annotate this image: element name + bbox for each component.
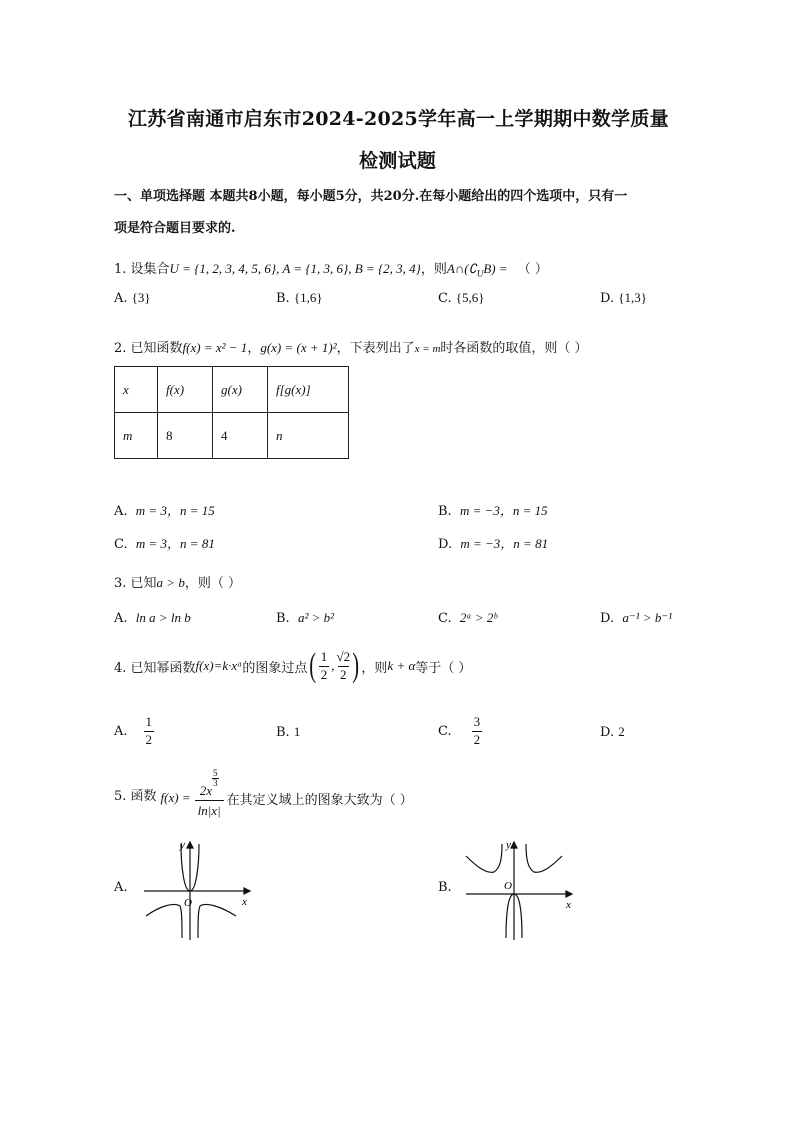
table-cell: 4	[213, 413, 268, 459]
option-value: 1	[293, 724, 301, 739]
option-value: m = 3，n = 15	[135, 503, 215, 518]
option-label: B.	[276, 291, 290, 306]
option-label: D.	[600, 291, 615, 306]
q4-stem2: 的图象过点	[242, 660, 308, 676]
q2-option-a[interactable]	[114, 500, 215, 519]
section-heading: 一、单项选择题 本题共8小题，每小题5分，共20分.在每小题给出的四个选项中，只有一	[114, 189, 628, 204]
q3-cond: a > b	[156, 575, 185, 590]
q1-option-a[interactable]	[114, 290, 151, 306]
q1-expr-sub: U	[476, 268, 484, 279]
q1-stem2: ，则	[420, 262, 447, 277]
q3-option-d[interactable]	[600, 610, 672, 626]
q4-option-c[interactable]	[438, 711, 482, 751]
option-value: a² > b²	[297, 610, 335, 625]
q5-stem2: 在其定义域上的图象大致为（ ）	[226, 792, 413, 808]
option-label: B.	[438, 880, 452, 895]
q1-expr-end: B) =	[483, 261, 508, 276]
q2-cond: x = m	[414, 343, 441, 355]
q2-option-d[interactable]	[438, 533, 548, 552]
q4-stem4: 等于（ ）	[415, 660, 472, 676]
fraction-numerator: 1	[320, 649, 328, 665]
option-label: C.	[438, 291, 452, 306]
exp-denominator: 3	[213, 778, 218, 789]
table-cell: 8	[158, 413, 213, 459]
fraction-denominator: 2	[145, 731, 153, 747]
fraction-numerator: 1	[145, 713, 153, 729]
table-header-cell: f(x)	[158, 367, 213, 413]
option-label: A.	[114, 880, 128, 895]
option-value: a⁻¹ > b⁻¹	[622, 610, 673, 625]
q2-sep: ，	[247, 341, 261, 356]
fraction-denominator: 2	[320, 666, 328, 682]
q1-expr: A∩(∁	[446, 261, 477, 276]
table-cell: n	[268, 413, 349, 459]
q4-option-b[interactable]	[276, 724, 300, 740]
q5-stem: 5. 函数	[114, 788, 157, 804]
curve-right	[198, 904, 236, 938]
option-label: D.	[438, 537, 453, 552]
table-header-cell: x	[115, 367, 158, 413]
option-label: A.	[114, 611, 128, 626]
origin-label: O	[504, 880, 512, 892]
fraction-numerator: √2	[336, 649, 351, 665]
question-1	[114, 258, 548, 279]
page-title-line2: 检测试题	[359, 150, 437, 172]
option-value: ln a > ln b	[135, 610, 191, 625]
q5-func-lhs: f(x) =	[160, 790, 191, 805]
option-label: B.	[438, 504, 452, 519]
q4-expr: k + α	[387, 658, 416, 673]
q2-stem3: 时各函数的取值，则（ ）	[440, 341, 588, 356]
q4-stem3: ，则	[361, 660, 388, 676]
option-label: A.	[114, 723, 128, 739]
x-axis-label: x	[242, 896, 247, 908]
q2-stem: 2. 已知函数	[114, 341, 183, 356]
table-header-cell: g(x)	[213, 367, 268, 413]
q2-option-c[interactable]	[114, 533, 215, 552]
option-value: {1,3}	[618, 290, 647, 305]
q3-option-c[interactable]	[438, 610, 497, 626]
q3-stem2: ，则（ ）	[184, 576, 241, 591]
q5-option-b[interactable]	[438, 880, 452, 895]
table-cell: m	[115, 413, 158, 459]
question-2	[114, 337, 588, 356]
option-value: {3}	[131, 290, 151, 305]
q1-stem: 1. 设集合	[114, 262, 170, 277]
q4-option-d[interactable]	[600, 724, 625, 740]
question-3	[114, 572, 241, 591]
origin-label: O	[184, 897, 192, 909]
curve-right	[526, 844, 562, 872]
q5-denominator: ln|x|	[195, 800, 224, 819]
q1-option-c[interactable]	[438, 290, 485, 306]
q5-option-a[interactable]	[114, 880, 128, 895]
option-value: m = −3，n = 15	[459, 503, 548, 518]
q4-stem: 4. 已知幂函数	[114, 660, 196, 676]
fraction-numerator: 3	[473, 713, 481, 729]
q5-numerator: 2x	[199, 783, 213, 798]
question-4	[114, 645, 471, 687]
y-axis-arrow-icon	[187, 842, 193, 848]
curve-left	[466, 844, 502, 872]
q5-graph-a	[140, 836, 260, 942]
q3-option-a[interactable]	[114, 610, 191, 626]
option-label: D.	[600, 611, 615, 626]
option-value: {1,6}	[293, 290, 323, 305]
curve-left	[146, 904, 182, 938]
option-label: A.	[114, 291, 128, 306]
q1-paren: （ ）	[517, 262, 548, 277]
y-axis-arrow-icon	[511, 842, 517, 848]
table-row	[115, 413, 349, 459]
fraction-denominator: 2	[340, 666, 347, 682]
q3-option-b[interactable]	[276, 610, 334, 626]
y-axis-label: y	[180, 839, 185, 851]
table-header-cell: f[g(x)]	[268, 367, 349, 413]
option-label: D.	[600, 725, 615, 740]
fraction-denominator: 2	[473, 731, 481, 747]
q1-sets: U = {1, 2, 3, 4, 5, 6}, A = {1, 3, 6}, B = {2, 3, 4}	[169, 261, 421, 276]
q3-stem: 3. 已知	[114, 576, 157, 591]
option-label: A.	[114, 504, 128, 519]
exp-numerator: 5	[213, 768, 218, 778]
q2-value-table	[114, 366, 349, 459]
table-header-row	[115, 367, 349, 413]
option-label: B.	[276, 725, 290, 740]
q4-point: ( $\frac{1}{2}$ , $\frac{√2}{2}$ )	[309, 647, 360, 684]
q2-stem2: ，下表列出了	[336, 341, 415, 356]
question-5	[114, 764, 413, 824]
paren-right-icon: )	[352, 647, 360, 684]
option-value: {5,6}	[455, 290, 485, 305]
option-value: 2ᵃ > 2ᵇ	[459, 610, 497, 625]
q4-func: f(x)=k·xᵅ	[195, 658, 243, 673]
option-label: C.	[438, 723, 452, 739]
option-label: C.	[438, 611, 452, 626]
q2-g-def: g(x) = (x + 1)²	[260, 340, 337, 355]
q2-f-def: f(x) = x² − 1	[182, 340, 248, 355]
option-value: m = 3，n = 81	[135, 536, 215, 551]
x-axis-label: x	[566, 899, 571, 911]
x-axis-arrow-icon	[566, 891, 572, 897]
q4-option-a[interactable]	[114, 711, 154, 751]
option-label: C.	[114, 537, 128, 552]
page-title: 江苏省南通市启东市2024-2025学年高一上学期期中数学质量	[128, 108, 669, 130]
option-label: B.	[276, 611, 290, 626]
q2-option-b[interactable]	[438, 500, 548, 519]
q5-graph-b	[462, 836, 582, 942]
y-axis-label: y	[506, 839, 511, 851]
option-value: 2	[618, 724, 625, 739]
x-axis-arrow-icon	[244, 888, 250, 894]
q5-fraction	[195, 769, 224, 819]
q1-option-d[interactable]	[600, 290, 647, 306]
option-value: m = −3，n = 81	[460, 536, 549, 551]
paren-left-icon: (	[309, 647, 317, 684]
section-heading-line2: 项是符合题目要求的.	[114, 221, 236, 236]
q1-option-b[interactable]	[276, 290, 323, 306]
